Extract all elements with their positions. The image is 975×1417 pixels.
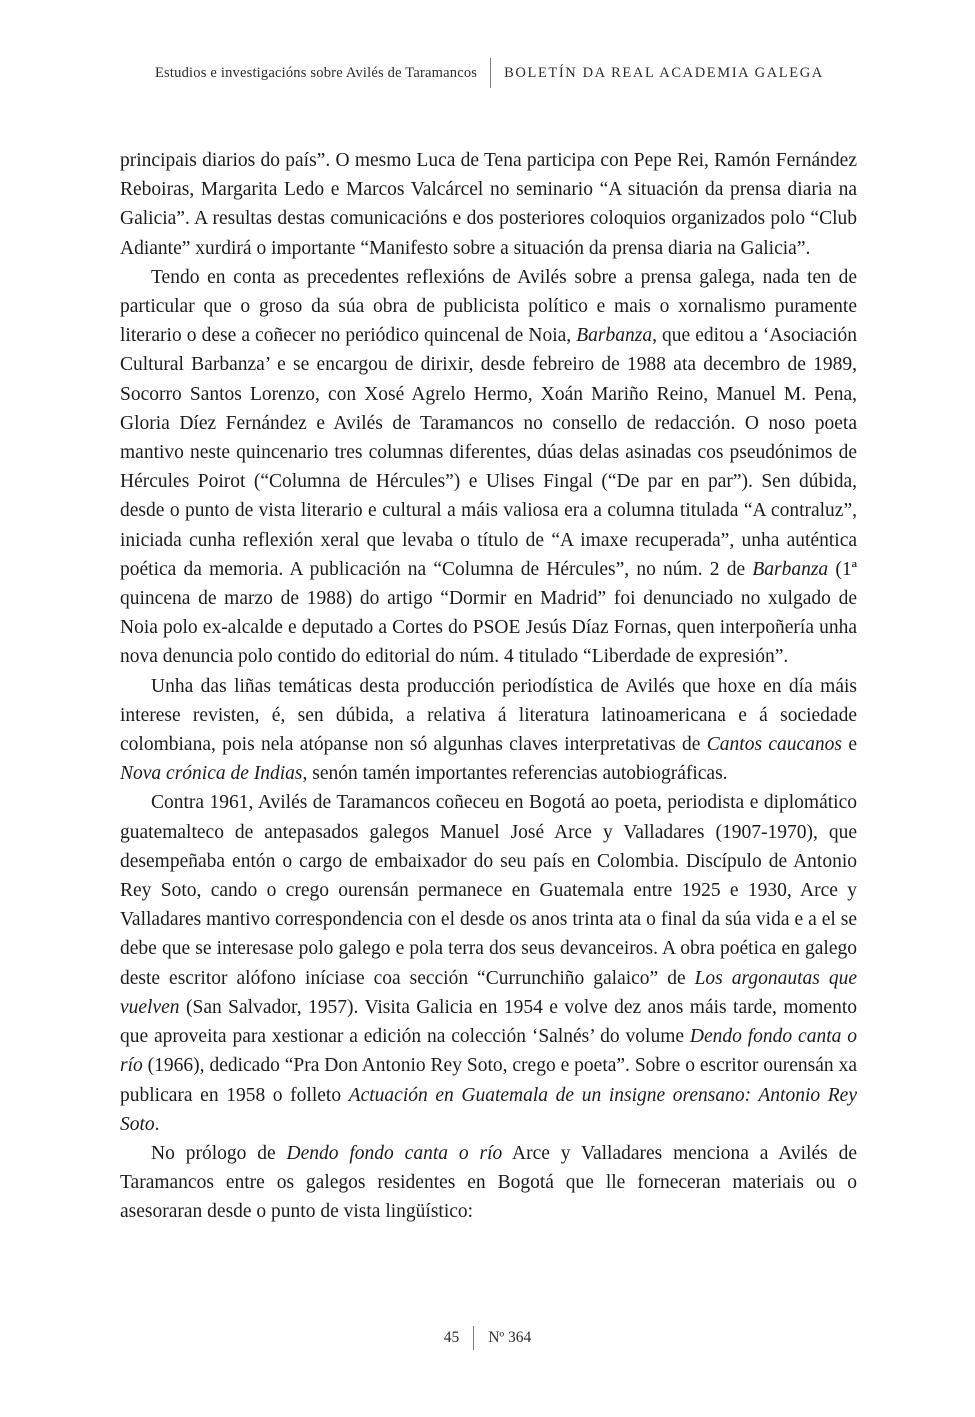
italic-text-run: Cantos caucanos	[706, 734, 843, 756]
text-run: (1966), dedicado “Pra Don Antonio Rey Soto, crego e poeta”. Sobre o escritor ourensán xa publicara en 1958 o folleto	[120, 1055, 857, 1106]
text-run: , senón tamén importantes referencias autobiográficas.	[302, 763, 728, 785]
italic-text-run: Los argonautas que vuelven	[120, 967, 857, 1018]
text-run: Arce y Valladares menciona a Avilés de Taramancos entre os galegos residentes en Bogotá que lle forneceran materiais ou o asesoraran desde o punto de vista lingüístico:	[120, 1142, 857, 1223]
text-run: , que editou a ‘Asociación Cultural Barbanza’ e se encargou de dirixir, desde febreiro de 1988 ata decembro de 1989, Socorro Santos Lorenzo, con Xosé Agrelo Hermo, Xoán Mariño Reino, Manuel M. Pena, Gloria Díez Fernández e Avilés de Taramancos no consello de redacción. O noso poeta mantivo neste quincenario tres columnas diferentes, dúas delas asinadas cos pseudónimos de Hércules Poirot (“Columna de Hércules”) e Ulises Fingal (“De par en par”). Sen dúbida, desde o punto de vista literario e cultural a máis valiosa era a columna titulada “A contraluz”, iniciada cunha reflexión xeral que levaba o título de “A imaxe recuperada”, unha auténtica poética da memoria. A publicación na “Columna de Hércules”, no núm. 2 de	[120, 325, 858, 580]
paragraph	[120, 146, 857, 263]
italic-text-run: Barbanza	[752, 558, 829, 580]
paragraph	[120, 788, 857, 1138]
page-number: 45	[443, 1329, 460, 1346]
italic-text-run: Dendo fondo canta o río	[286, 1142, 503, 1164]
footer-divider	[473, 1326, 474, 1350]
italic-text-run: Nova crónica de Indias	[120, 763, 303, 785]
paragraph	[120, 1139, 857, 1227]
page-footer	[0, 1326, 975, 1350]
text-run: Tendo en conta as precedentes reflexións de Avilés sobre a prensa galega, nada ten de particular que o groso da súa obra de publicista político e mais o xornalismo puramente literario o dese a coñecer no periódico quincenal de Noia,	[120, 266, 857, 347]
italic-text-run: Barbanza	[576, 325, 653, 347]
running-head-left: Estudios e investigacións sobre Avilés de Taramancos	[155, 64, 478, 81]
header-divider	[490, 58, 491, 88]
body-text	[120, 146, 857, 1227]
paragraph	[120, 263, 857, 672]
paragraph	[120, 672, 857, 789]
text-run: .	[154, 1113, 160, 1135]
text-run: Contra 1961, Avilés de Taramancos coñeceu en Bogotá ao poeta, periodista e diplomático guatemalteco de antepasados galegos Manuel José Arce y Valladares (1907-1970), que desempeñaba entón o cargo de embaixador do seu país en Colombia. Discípulo de Antonio Rey Soto, cando o crego ourensán permanece en Guatemala entre 1925 e 1930, Arce y Valladares mantivo correspondencia con el desde os anos trinta ata o final da súa vida e a el se debe que se interesase polo galego e pola terra dos seus devanceiros. A obra poética en galego deste escritor alófono iníciase coa sección “Currunchiño galaico” de	[120, 792, 857, 989]
text-run: principais diarios do país”. O mesmo Luca de Tena participa con Pepe Rei, Ramón Fernández Reboiras, Margarita Ledo e Marcos Valcárcel no seminario “A situación da prensa diaria na Galicia”. A resultas destas comunicacións e dos posteriores coloquios organizados polo “Club Adiante” xurdirá o importante “Manifesto sobre a situación da prensa diaria na Galicia”.	[120, 150, 857, 259]
italic-text-run: Dendo fondo canta o río	[120, 1026, 857, 1077]
issue-number: Nº 364	[488, 1329, 532, 1346]
text-run: No prólogo de	[151, 1142, 287, 1164]
text-run: Unha das liñas temáticas desta producción periodística de Avilés que hoxe en día máis interese revisten, é, sen dúbida, a relativa á literatura latinoamericana e á sociedade colombiana, pois nela atópanse non só algunhas claves interpretativas de	[120, 675, 857, 756]
running-head-right: BOLETÍN DA REAL ACADEMIA GALEGA	[504, 64, 824, 81]
text-run: (1ª quincena de marzo de 1988) do artigo “Dormir en Madrid” foi denunciado no xulgado de Noia polo ex-alcalde e deputado a Cortes do PSOE Jesús Díaz Fornas, quen interpoñería unha nova denuncia polo contido do editorial do núm. 4 titulado “Liberdade de expresión”.	[120, 558, 857, 668]
text-run: (San Salvador, 1957). Visita Galicia en 1954 e volve dez anos máis tarde, momento que aproveita para xestionar a edición na colección ‘Salnés’ do volume	[120, 996, 857, 1048]
page-header	[155, 58, 824, 88]
text-run: e	[842, 734, 857, 756]
italic-text-run: Actuación en Guatemala de un insigne orensano: Antonio Rey Soto	[120, 1084, 857, 1135]
